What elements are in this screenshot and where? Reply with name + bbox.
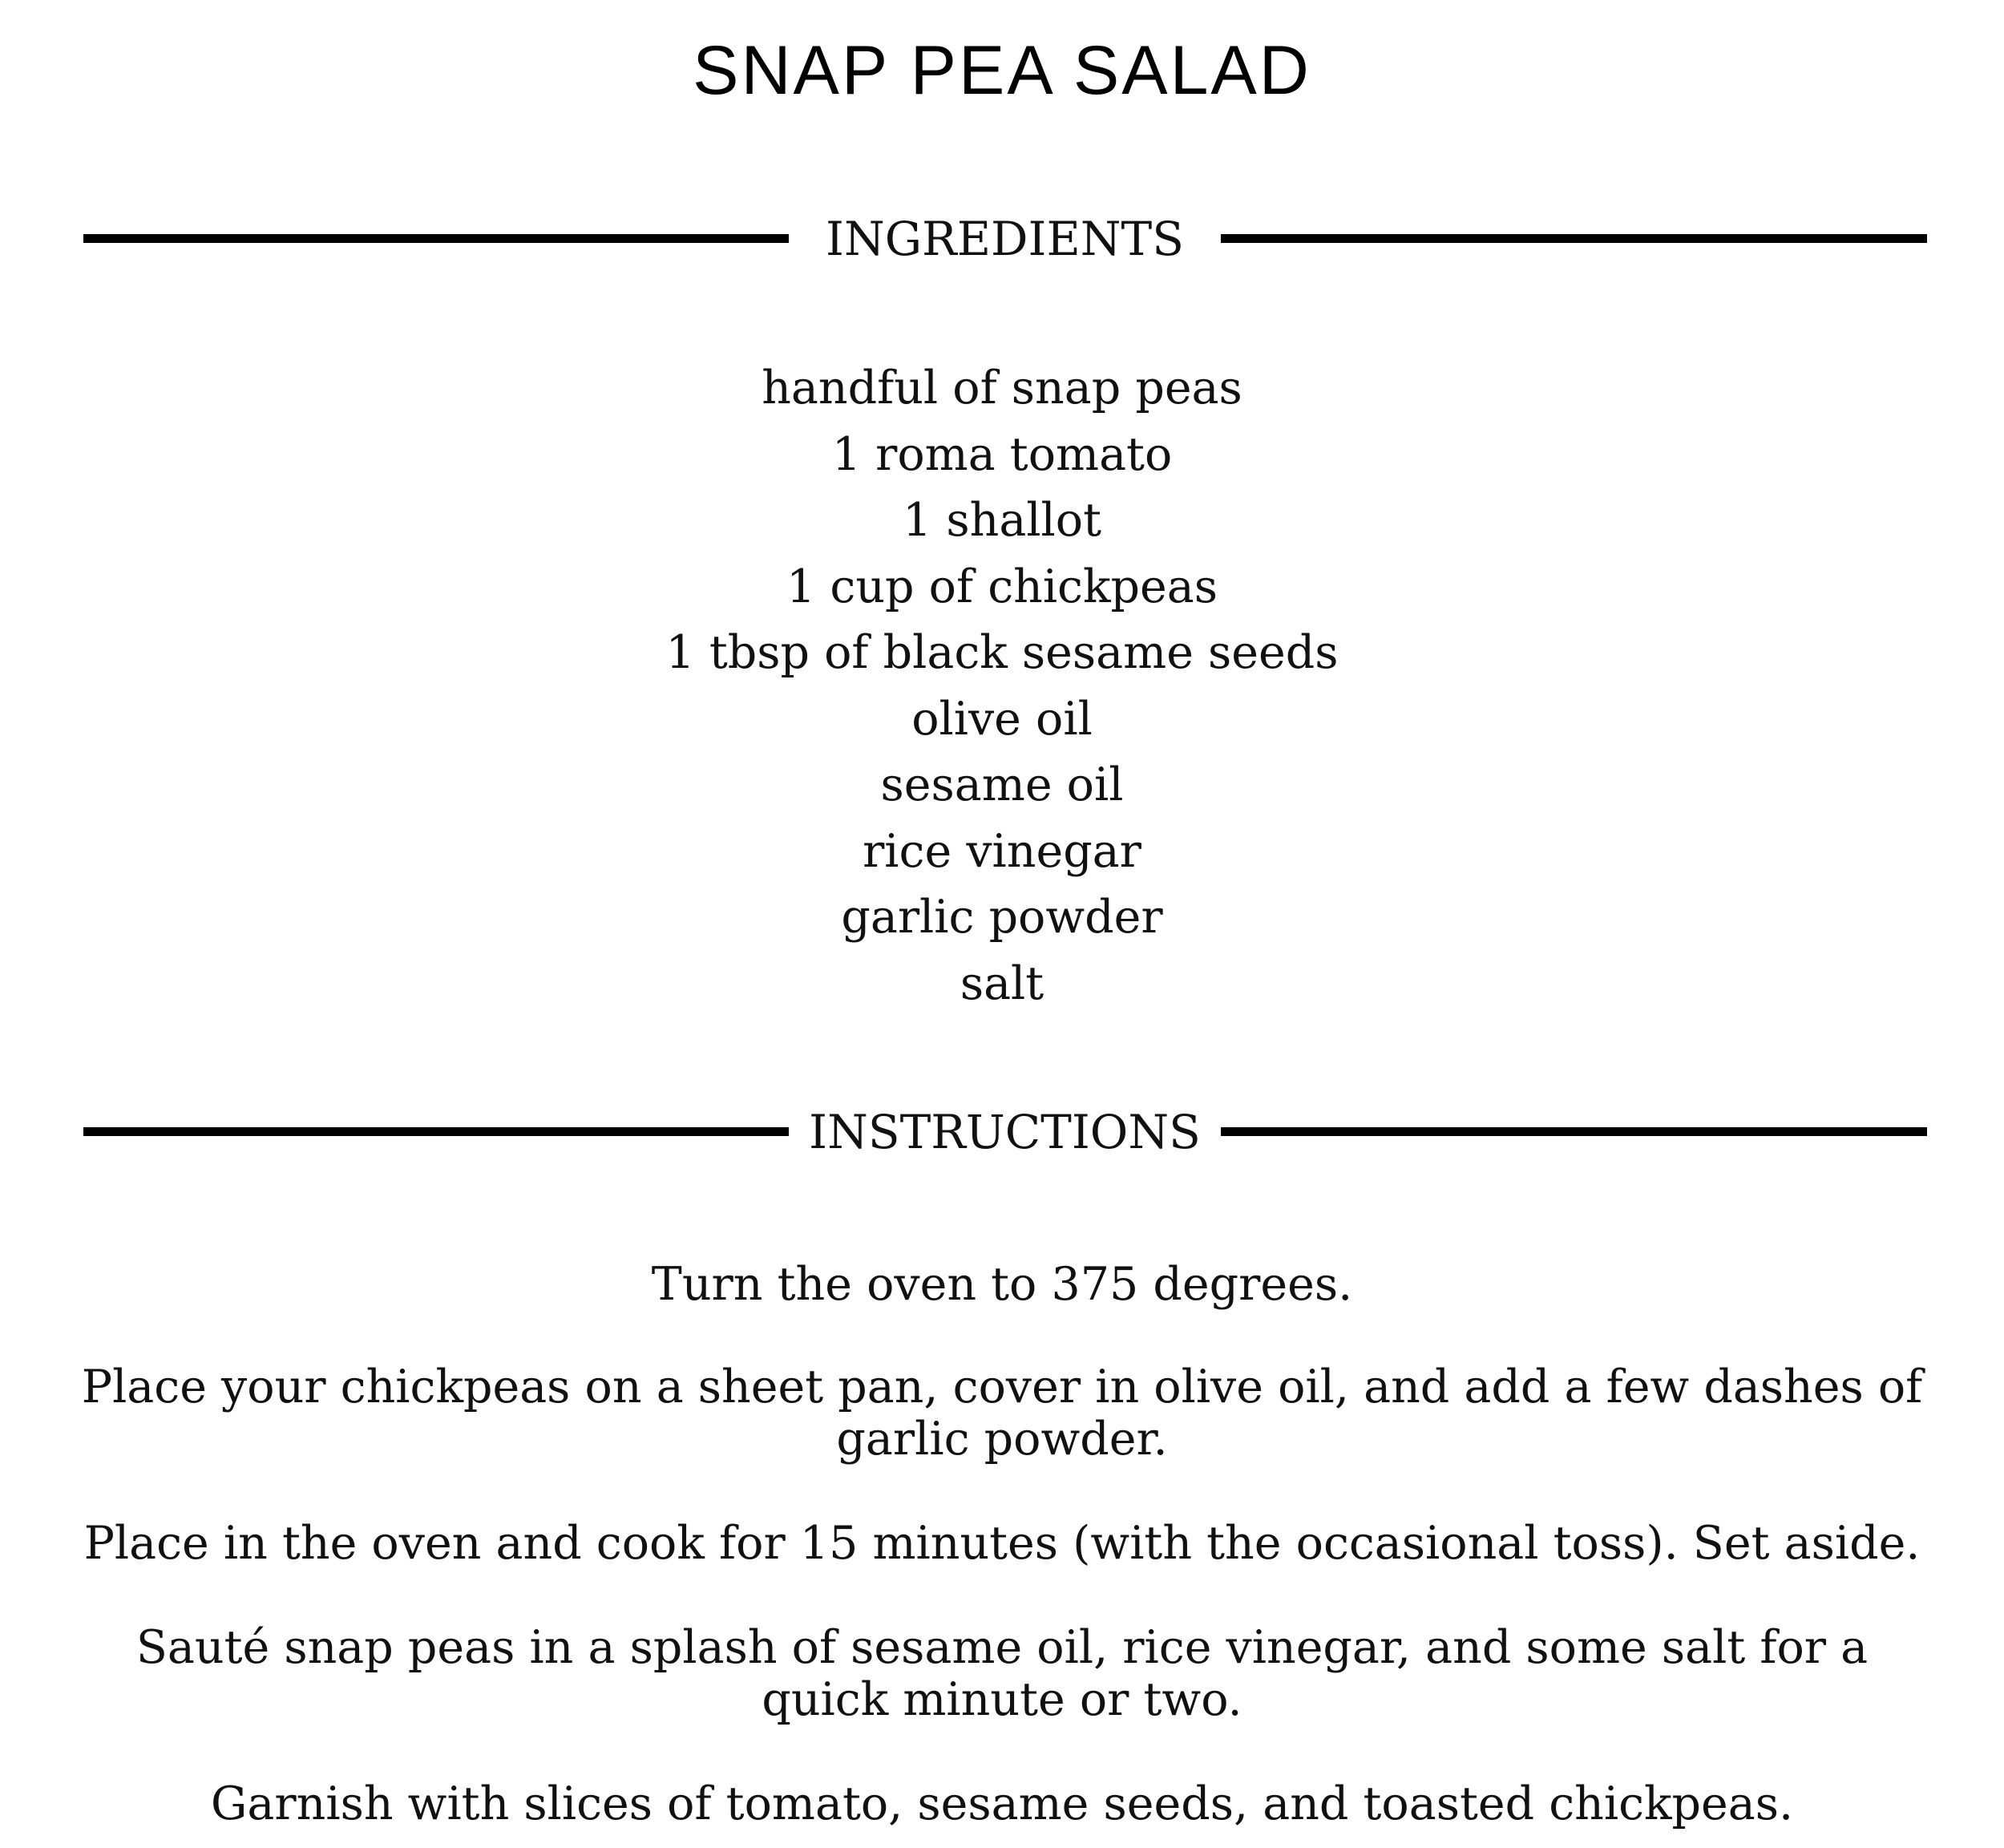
instruction-step: Garnish with slices of tomato, sesame seeds, and toasted chickpeas. bbox=[210, 1777, 1794, 1830]
instructions-heading: INSTRUCTIONS bbox=[809, 1105, 1201, 1159]
recipe-title: SNAP PEA SALAD bbox=[693, 32, 1311, 109]
instruction-step: Place in the oven and cook for 15 minutes (with the occasional toss). Set aside. bbox=[83, 1517, 1921, 1570]
ingredient-item: 1 shallot bbox=[902, 494, 1101, 547]
ingredient-item: 1 roma tomato bbox=[831, 427, 1173, 481]
ingredient-item: salt bbox=[960, 956, 1044, 1010]
ingredient-item: rice vinegar bbox=[863, 824, 1141, 878]
ingredient-item: handful of snap peas bbox=[762, 362, 1242, 414]
instruction-step: Place your chickpeas on a sheet pan, cover in olive oil, and add a few dashes of garlic powder. bbox=[81, 1361, 1923, 1466]
instruction-step: Sauté snap peas in a splash of sesame oil, rice vinegar, and some salt for a quick minute or two. bbox=[135, 1621, 1869, 1726]
ingredient-item: 1 tbsp of black sesame seeds bbox=[665, 626, 1339, 679]
ingredient-item: olive oil bbox=[911, 692, 1093, 746]
instruction-step: Turn the oven to 375 degrees. bbox=[651, 1258, 1353, 1311]
ingredient-item: garlic powder bbox=[841, 891, 1163, 944]
ingredients-heading: INGREDIENTS bbox=[826, 212, 1184, 266]
instructions-list bbox=[80, 0, 1924, 1848]
ingredient-item: 1 cup of chickpeas bbox=[786, 560, 1218, 613]
ingredient-item: sesame oil bbox=[880, 758, 1124, 811]
